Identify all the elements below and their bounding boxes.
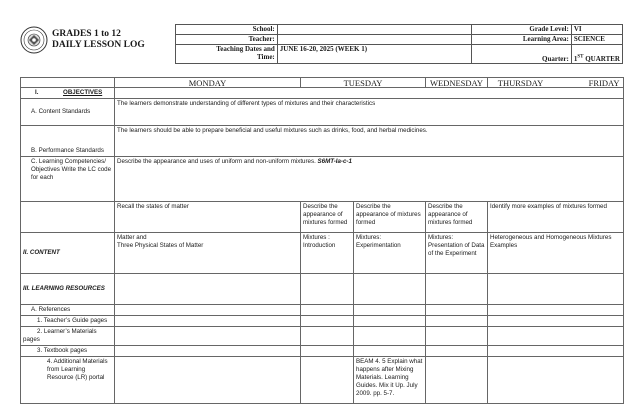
content-tuesday-line1: Mixtures :	[303, 234, 330, 241]
teachers-guide-friday[interactable]	[488, 316, 624, 327]
content-monday-line2: Three Physical States of Matter	[117, 242, 204, 249]
references-friday[interactable]	[488, 305, 624, 316]
quarter-label: Quarter:	[472, 45, 572, 64]
learners-materials-tuesday[interactable]	[301, 327, 354, 346]
header	[20, 24, 623, 62]
competencies-row	[21, 157, 624, 202]
learners-materials-monday[interactable]	[115, 327, 301, 346]
content-row	[21, 233, 624, 274]
daily-objective-friday[interactable]: Identify more examples of mixtures formed	[488, 202, 624, 233]
grade-level-label: Grade Level:	[472, 25, 572, 35]
content-standards-label: A. Content Standards	[21, 99, 115, 126]
resources-wednesday[interactable]	[354, 274, 426, 305]
title-line-1: GRADES 1 to 12	[52, 29, 121, 39]
content-monday-line1: Matter and	[117, 234, 147, 241]
additional-materials-label: 4. Additional Materials from Learning Resource (LR) portal	[21, 357, 115, 404]
learning-area-label: Learning Area:	[472, 35, 572, 45]
lesson-log-table	[20, 77, 624, 404]
header-info-table	[175, 24, 623, 64]
content-standards-row	[21, 99, 624, 126]
references-monday[interactable]	[115, 305, 301, 316]
day-header-wednesday: WEDNESDAY	[426, 78, 488, 88]
content-thursday[interactable]: Mixtures: Presentation of Data of the Experiment	[426, 233, 488, 274]
learners-materials-friday[interactable]	[488, 327, 624, 346]
deped-seal-icon	[20, 26, 48, 54]
school-value[interactable]	[277, 25, 471, 35]
quarter-word: QUARTER	[583, 55, 620, 63]
additional-materials-monday[interactable]	[115, 357, 301, 404]
objectives-section-number: I.	[35, 89, 39, 96]
content-wednesday-line1: Mixtures:	[356, 234, 382, 241]
teachers-guide-wednesday[interactable]	[354, 316, 426, 327]
resources-tuesday[interactable]	[301, 274, 354, 305]
school-label: School:	[176, 25, 278, 35]
daily-objective-monday[interactable]: Recall the states of matter	[115, 202, 301, 233]
teacher-value[interactable]	[277, 35, 471, 45]
textbook-wednesday[interactable]	[354, 346, 426, 357]
teachers-guide-label: 1. Teacher’s Guide pages	[21, 316, 115, 327]
resources-thursday[interactable]	[426, 274, 488, 305]
additional-materials-friday[interactable]	[488, 357, 624, 404]
daily-objective-thursday[interactable]: Describe the appearance of mixtures formed	[426, 202, 488, 233]
day-header-thursday: THURSDAY	[497, 77, 544, 88]
references-row	[21, 305, 624, 316]
teachers-guide-monday[interactable]	[115, 316, 301, 327]
competency-code: S6MT-Ia-c-1	[317, 158, 352, 165]
textbook-row	[21, 346, 624, 357]
learners-materials-label: 2. Learner’s Materials pages	[21, 327, 115, 346]
teachers-guide-thursday[interactable]	[426, 316, 488, 327]
teachers-guide-tuesday[interactable]	[301, 316, 354, 327]
performance-standards-row	[21, 126, 624, 157]
references-tuesday[interactable]	[301, 305, 354, 316]
resources-friday[interactable]	[488, 274, 624, 305]
learners-materials-row	[21, 327, 624, 346]
learning-resources-row	[21, 274, 624, 305]
content-wednesday[interactable]	[354, 233, 426, 274]
learning-area-value[interactable]: SCIENCE	[571, 35, 622, 45]
additional-materials-thursday[interactable]	[426, 357, 488, 404]
corner-cell	[21, 78, 115, 88]
objectives-section-heading	[21, 88, 115, 99]
title-line-2: DAILY LESSON LOG	[52, 40, 145, 50]
content-wednesday-line2: Experimentation	[356, 242, 401, 249]
learners-materials-thursday[interactable]	[426, 327, 488, 346]
textbook-monday[interactable]	[115, 346, 301, 357]
textbook-tuesday[interactable]	[301, 346, 354, 357]
teaching-dates-label-line2: Time:	[257, 53, 275, 61]
additional-materials-wednesday[interactable]: BEAM 4. 5 Explain what happens after Mixing Materials. Learning Guides. Mix it Up. July 2009. pp. 5-7.	[354, 357, 426, 404]
learners-materials-wednesday[interactable]	[354, 327, 426, 346]
references-thursday[interactable]	[426, 305, 488, 316]
additional-materials-tuesday[interactable]	[301, 357, 354, 404]
competencies-label: C. Learning Competencies/ Objectives Write the LC code for each	[21, 157, 115, 202]
content-monday[interactable]	[115, 233, 301, 274]
daily-objectives-row	[21, 202, 624, 233]
competencies-text-cell[interactable]	[115, 157, 624, 202]
teaching-dates-label	[176, 45, 278, 64]
teaching-dates-value[interactable]: JUNE 16-20, 2025 (WEEK 1)	[277, 45, 471, 64]
day-header-monday: MONDAY	[115, 78, 301, 88]
day-header-thursday-friday	[488, 78, 624, 88]
objectives-section-label: OBJECTIVES	[63, 89, 103, 96]
content-section-label: II. CONTENT	[21, 233, 115, 274]
daily-objectives-blank	[21, 202, 115, 233]
grade-level-value[interactable]: VI	[571, 25, 622, 35]
textbook-friday[interactable]	[488, 346, 624, 357]
textbook-thursday[interactable]	[426, 346, 488, 357]
learning-resources-label: III. LEARNING RESOURCES	[21, 274, 115, 305]
performance-standards-label: B. Performance Standards	[21, 126, 115, 157]
performance-standards-text[interactable]: The learners should be able to prepare beneficial and useful mixtures such as drinks, food, and herbal medicines.	[115, 126, 624, 157]
daily-objective-tuesday[interactable]: Describe the appearance of mixtures formed	[301, 202, 354, 233]
textbook-label: 3. Textbook pages	[21, 346, 115, 357]
content-standards-text[interactable]: The learners demonstrate understanding of different types of mixtures and their characteristics	[115, 99, 624, 126]
objectives-section-row	[21, 88, 624, 99]
quarter-number: 1	[573, 55, 578, 63]
teaching-dates-label-line1: Teaching Dates and	[216, 45, 275, 53]
references-label: A. References	[21, 305, 115, 316]
teachers-guide-row	[21, 316, 624, 327]
content-tuesday[interactable]	[301, 233, 354, 274]
day-header-row	[21, 78, 624, 88]
references-wednesday[interactable]	[354, 305, 426, 316]
resources-monday[interactable]	[115, 274, 301, 305]
objectives-section-filler	[115, 88, 624, 99]
content-tuesday-line2: Introduction	[303, 242, 336, 249]
quarter-suffix: ST	[577, 54, 584, 60]
day-header-friday: FRIDAY	[588, 77, 620, 88]
teacher-label: Teacher:	[176, 35, 278, 45]
daily-objective-wednesday[interactable]: Describe the appearance of mixtures formed	[354, 202, 426, 233]
content-friday[interactable]: Heterogeneous and Homogeneous Mixtures Examples	[488, 233, 624, 274]
quarter-value[interactable]	[571, 45, 622, 64]
additional-materials-row	[21, 357, 624, 404]
competencies-text: Describe the appearance and uses of uniform and non-uniform mixtures.	[117, 158, 316, 165]
day-header-tuesday: TUESDAY	[301, 78, 426, 88]
